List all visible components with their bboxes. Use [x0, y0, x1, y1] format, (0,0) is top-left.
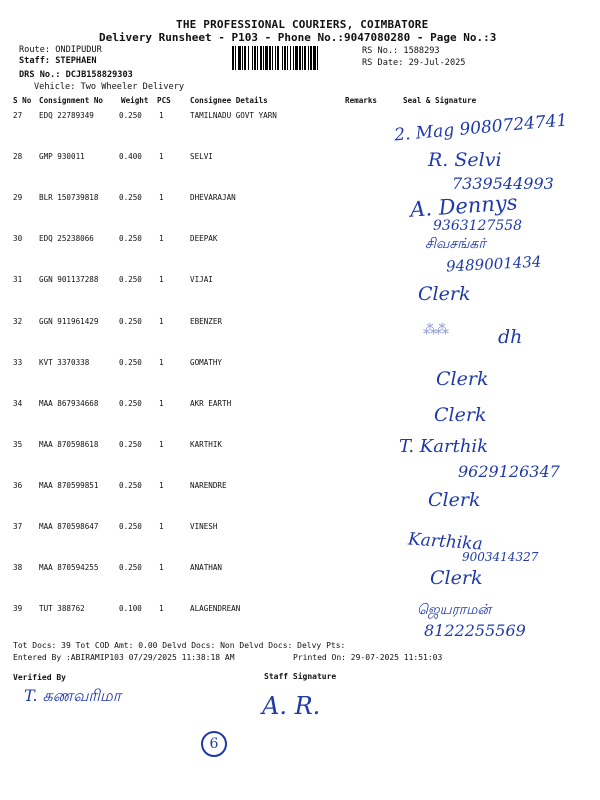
row-weight: 0.250: [119, 358, 142, 367]
col-consignment: Consignment No: [39, 96, 104, 105]
page-mark-circle: 6: [201, 731, 227, 757]
row-weight: 0.250: [119, 522, 142, 531]
row-consignment-no: MAA 870598647: [39, 522, 99, 531]
rs-number: RS No.: 1588293: [362, 46, 440, 56]
verified-by-label: Verified By: [13, 673, 66, 682]
col-seal-signature: Seal & Signature: [403, 96, 477, 105]
col-remarks: Remarks: [345, 96, 378, 105]
signature-32: dh: [498, 326, 523, 348]
entered-by: Entered By :ABIRAMIP103 07/29/2025 11:38:18 AM: [13, 653, 235, 662]
row-weight: 0.250: [119, 481, 142, 490]
runsheet-title: Delivery Runsheet - P103 - Phone No.:9047080280 - Page No.:3: [99, 31, 497, 44]
row-weight: 0.100: [119, 604, 142, 613]
row-pcs: 1: [159, 399, 164, 408]
row-sno: 28: [13, 152, 23, 161]
row-sno: 35: [13, 440, 23, 449]
col-consignee: Consignee Details: [190, 96, 268, 105]
signature-35-name: T. Karthik: [399, 436, 489, 457]
row-consignment-no: MAA 870594255: [39, 563, 99, 572]
row-consignment-no: GGN 911961429: [39, 317, 99, 326]
row-weight: 0.250: [119, 111, 142, 120]
row-weight: 0.250: [119, 440, 142, 449]
row-pcs: 1: [159, 358, 164, 367]
rs-date: RS Date: 29-Jul-2025: [362, 58, 466, 68]
signature-37-phone: 9003414327: [462, 550, 539, 564]
row-sno: 39: [13, 604, 23, 613]
route-label: Route: ONDIPUDUR: [19, 45, 102, 55]
signature-37-name: Karthika: [407, 529, 484, 555]
barcode: [232, 46, 356, 70]
row-pcs: 1: [159, 317, 164, 326]
row-weight: 0.250: [119, 275, 142, 284]
row-weight: 0.250: [119, 399, 142, 408]
signature-28-phone: 7339544993: [452, 174, 554, 193]
signature-33: Clerk: [436, 368, 489, 390]
row-sno: 34: [13, 399, 23, 408]
row-consignment-no: TUT 388762: [39, 604, 85, 613]
row-weight: 0.250: [119, 234, 142, 243]
row-consignee: TAMILNADU GOVT YARN: [190, 111, 277, 120]
vehicle-label: Vehicle: Two Wheeler Delivery: [34, 82, 185, 92]
staff-signature-label: Staff Signature: [264, 672, 337, 681]
signature-30-name: சிவசங்கர்: [425, 236, 486, 252]
row-consignee: KARTHIK: [190, 440, 223, 449]
row-sno: 29: [13, 193, 23, 202]
row-consignee: ANATHAN: [190, 563, 223, 572]
signature-39-phone: 8122255569: [424, 621, 526, 640]
signature-29-phone: 9363127558: [433, 218, 523, 234]
row-consignee: AKR EARTH: [190, 399, 232, 408]
row-consignment-no: GGN 901137288: [39, 275, 99, 284]
row-consignee: SELVI: [190, 152, 213, 161]
row-pcs: 1: [159, 522, 164, 531]
signature-28-name: R. Selvi: [428, 149, 502, 171]
row-pcs: 1: [159, 481, 164, 490]
row-pcs: 1: [159, 440, 164, 449]
row-sno: 32: [13, 317, 23, 326]
stamp-32: ⁂⁂: [423, 322, 447, 338]
verified-by-signature: T. கணவரிமா: [24, 686, 122, 705]
row-sno: 27: [13, 111, 23, 120]
row-consignee: GOMATHY: [190, 358, 223, 367]
row-weight: 0.250: [119, 193, 142, 202]
signature-29-name: A. Dennys: [409, 190, 519, 222]
signature-35-phone: 9629126347: [458, 462, 560, 481]
row-weight: 0.250: [119, 317, 142, 326]
row-consignment-no: EDQ 22789349: [39, 111, 94, 120]
staff-signature: A. R.: [262, 692, 321, 720]
row-consignee: NARENDRE: [190, 481, 227, 490]
row-sno: 38: [13, 563, 23, 572]
row-pcs: 1: [159, 234, 164, 243]
row-consignment-no: MAA 870599851: [39, 481, 99, 490]
row-consignment-no: EDQ 25238066: [39, 234, 94, 243]
row-sno: 37: [13, 522, 23, 531]
company-name: THE PROFESSIONAL COURIERS, COIMBATORE: [176, 18, 429, 31]
signature-34: Clerk: [434, 404, 487, 426]
row-sno: 36: [13, 481, 23, 490]
row-consignment-no: GMP 930011: [39, 152, 85, 161]
row-sno: 30: [13, 234, 23, 243]
row-weight: 0.250: [119, 563, 142, 572]
col-weight: Weight: [121, 96, 149, 105]
row-sno: 31: [13, 275, 23, 284]
signature-30-phone: 9489001434: [445, 252, 542, 276]
col-pcs: PCS: [157, 96, 171, 105]
row-pcs: 1: [159, 111, 164, 120]
row-pcs: 1: [159, 152, 164, 161]
drs-number: DRS No.: DCJB158829303: [19, 70, 133, 80]
row-weight: 0.400: [119, 152, 142, 161]
row-consignment-no: MAA 867934668: [39, 399, 99, 408]
staff-label: Staff: STEPHAEN: [19, 56, 97, 66]
signature-38: Clerk: [430, 567, 483, 589]
row-pcs: 1: [159, 563, 164, 572]
row-consignment-no: BLR 150739818: [39, 193, 99, 202]
row-consignee: VIJAI: [190, 275, 213, 284]
row-consignment-no: MAA 870598618: [39, 440, 99, 449]
row-pcs: 1: [159, 193, 164, 202]
signature-31: Clerk: [418, 283, 471, 305]
signature-27: 2. Mag 9080724741: [393, 110, 569, 146]
row-consignment-no: KVT 3370338: [39, 358, 90, 367]
row-consignee: ALAGENDREAN: [190, 604, 241, 613]
row-consignee: EBENZER: [190, 317, 223, 326]
row-consignee: DEEPAK: [190, 234, 218, 243]
row-pcs: 1: [159, 275, 164, 284]
printed-on: Printed On: 29-07-2025 11:51:03: [293, 653, 443, 662]
row-consignee: DHEVARAJAN: [190, 193, 236, 202]
signature-36: Clerk: [428, 489, 481, 511]
row-sno: 33: [13, 358, 23, 367]
row-consignee: VINESH: [190, 522, 218, 531]
signature-39-name: ஜெயராமன்: [417, 602, 491, 618]
row-pcs: 1: [159, 604, 164, 613]
totals-line: Tot Docs: 39 Tot COD Amt: 0.00 Delvd Docs: Non Delvd Docs: Delvy Pts:: [13, 641, 346, 650]
col-sno: S No: [13, 96, 32, 105]
